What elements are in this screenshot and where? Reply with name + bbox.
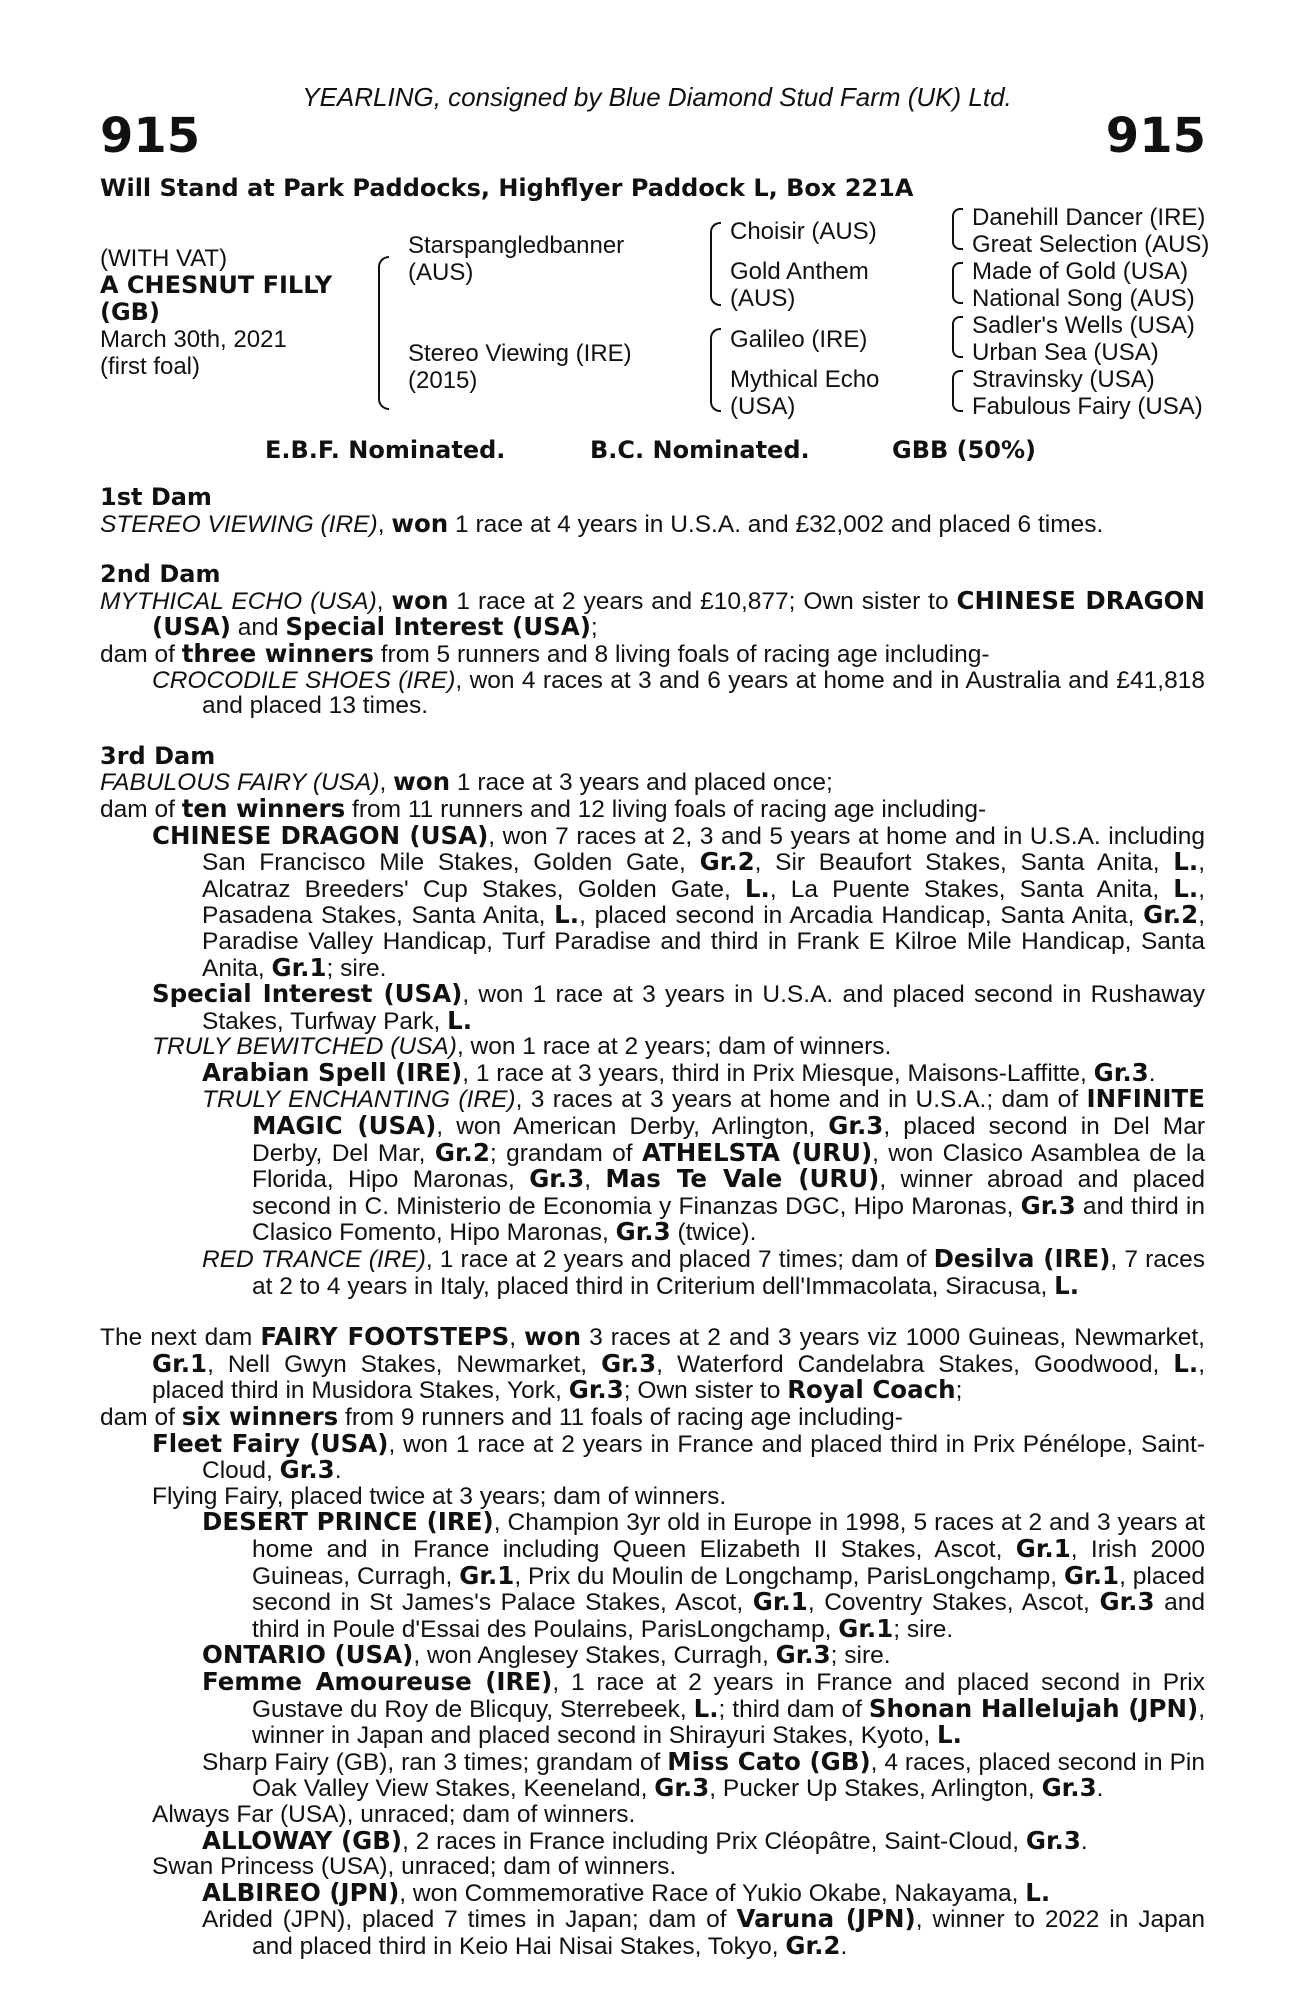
ancestor-dds: Stravinsky (USA) — [972, 366, 1155, 393]
dam-dam — [730, 366, 920, 420]
stable-location: Will Stand at Park Paddocks, Highflyer Paddock L, Box 221A — [100, 174, 914, 202]
dam-dam-country: (USA) — [730, 393, 796, 420]
ancestor-ddd: Fabulous Fairy (USA) — [972, 393, 1203, 420]
subject-block — [100, 245, 380, 380]
produce-desert-prince: DESERT PRINCE (IRE), Champion 3yr old in Europe in 1998, 5 races at 2 and 3 years at home and in France including Queen Elizabeth II Stakes, Ascot, Gr.1, Irish 2000 Guineas, Curragh, Gr.1, Prix du Moulin de Longchamp, ParisLongchamp, Gr.1, placed second in St James's Palace Stakes, Ascot, Gr.1, Coventry Stakes, Ascot, Gr.3 and third in Poule d'Essai des Poulains, ParisLongchamp, Gr.1; sire. — [202, 1507, 1206, 1643]
brace-sire — [710, 222, 721, 306]
brace-ss — [952, 208, 963, 250]
produce-albireo: ALBIREO (JPN), won Commemorative Race of Yukio Okabe, Nakayama, L. — [202, 1877, 1051, 1907]
next-dam-entry: The next dam FAIRY FOOTSTEPS, won 3 races at 2 and 3 years viz 1000 Guineas, Newmarket, Gr.1, Nell Gwyn Stakes, Newmarket, Gr.3, Waterford Candelabra Stakes, Goodwood, L., placed third in Musidora Stakes, York, Gr.3; Own sister to Royal Coach; — [100, 1322, 1205, 1405]
produce-alloway: ALLOWAY (GB), 2 races in France including Prix Cléopâtre, Saint-Cloud, Gr.3. — [202, 1825, 1088, 1855]
ancestor-dsd: Urban Sea (USA) — [972, 339, 1159, 366]
produce-special-interest: Special Interest (USA), won 1 race at 3 years in U.S.A. and placed second in Rushaway Stakes, Turfway Park, L. — [152, 979, 1205, 1035]
produce-ontario: ONTARIO (USA), won Anglesey Stakes, Curragh, Gr.3; sire. — [202, 1640, 891, 1670]
bc-nomination: B.C. Nominated. — [590, 436, 810, 464]
third-dam-produce: dam of ten winners from 11 runners and 12 living foals of racing age including- — [100, 793, 987, 823]
dam-dam-name: Mythical Echo — [730, 366, 880, 393]
subject-name: A CHESNUT FILLY — [100, 271, 333, 299]
produce-truly-enchanting: TRULY ENCHANTING (IRE), 3 races at 3 years at home and in U.S.A.; dam of INFINITE MAGIC (USA), won American Derby, Arlington, Gr.3, placed second in Del Mar Derby, Del Mar, Gr.2; grandam of ATHELSTA (URU), won Clasico Asamblea de la Florida, Hipo Maronas, Gr.3, Mas Te Vale (URU), winner abroad and placed second in C. Ministerio de Economia y Finanzas DGC, Hipo Maronas, Gr.3 and third in Clasico Fomento, Hipo Maronas, Gr.3 (twice). — [202, 1084, 1206, 1247]
dam-sire: Galileo (IRE) — [730, 326, 868, 353]
lot-number-right: 915 — [1105, 108, 1206, 164]
ebf-nomination: E.B.F. Nominated. — [265, 436, 506, 464]
produce-arided: Arided (JPN), placed 7 times in Japan; dam of Varuna (JPN), winner to 2022 in Japan and placed third in Keio Hai Nisai Stakes, Tokyo, Gr.2. — [202, 1904, 1205, 1960]
catalogue-body — [100, 485, 1205, 1959]
second-dam-produce: dam of three winners from 5 runners and 8 living foals of racing age including- — [100, 638, 990, 668]
lot-number-left: 915 — [100, 108, 201, 164]
sire-dam — [730, 258, 920, 312]
ancestor-dss: Sadler's Wells (USA) — [972, 312, 1195, 339]
produce-red-trance: RED TRANCE (IRE), 1 race at 2 years and placed 7 times; dam of Desilva (IRE), 7 races at 2 to 4 years in Italy, placed third in Criterium dell'Immacolata, Siracusa, L. — [202, 1244, 1205, 1300]
produce-swan-princess: Swan Princess (USA), unraced; dam of winners. — [152, 1853, 677, 1881]
foaling-date: March 30th, 2021 — [100, 326, 287, 353]
brace-ds — [952, 316, 963, 358]
second-dam-heading: 2nd Dam — [100, 560, 221, 589]
third-dam-heading: 3rd Dam — [100, 741, 216, 770]
second-dam-entry: MYTHICAL ECHO (USA), won 1 race at 2 years and £10,877; Own sister to CHINESE DRAGON (USA) and Special Interest (USA); — [100, 585, 1206, 642]
produce-chinese-dragon: CHINESE DRAGON (USA), won 7 races at 2, 3 and 5 years at home and in U.S.A. including San Francisco Mile Stakes, Golden Gate, Gr.2, Sir Beaufort Stakes, Santa Anita, L., Alcatraz Breeders' Cup Stakes, Golden Gate, L., La Puente Stakes, Santa Anita, L., Pasadena Stakes, Santa Anita, L., placed second in Arcadia Handicap, Santa Anita, Gr.2, Paradise Valley Handicap, Turf Paradise and third in Frank E Kilroe Mile Handicap, Santa Anita, Gr.1; sire. — [152, 820, 1205, 982]
next-dam-produce: dam of six winners from 9 runners and 11 foals of racing age including- — [100, 1402, 903, 1431]
vat-note: (WITH VAT) — [100, 245, 228, 272]
sire — [408, 232, 668, 286]
produce-arabian-spell: Arabian Spell (IRE), 1 race at 3 years, third in Prix Miesque, Maisons-Laffitte, Gr.3. — [202, 1057, 1156, 1087]
first-dam-entry: STEREO VIEWING (IRE), won 1 race at 4 years in U.S.A. and £32,002 and placed 6 times. — [100, 508, 1104, 538]
third-dam-entry: FABULOUS FAIRY (USA), won 1 race at 3 years and placed once; — [100, 767, 833, 797]
produce-crocodile-shoes: CROCODILE SHOES (IRE), won 4 races at 3 and 6 years at home and in Australia and £41,818 and placed 13 times. — [152, 666, 1205, 720]
dam-name: Stereo Viewing (IRE) — [408, 340, 632, 367]
produce-femme-amoureuse: Femme Amoureuse (IRE), 1 race at 2 years in France and placed second in Prix Gustave du Roy de Blicquy, Sterrebeek, L.; third dam of Shonan Hallelujah (JPN), winner in Japan and placed second in Shirayuri Stakes, Kyoto, L. — [202, 1666, 1206, 1750]
produce-fleet-fairy: Fleet Fairy (USA), won 1 race at 2 years in France and placed third in Prix Pénélope, Saint-Cloud, Gr.3. — [152, 1428, 1205, 1485]
produce-truly-bewitched: TRULY BEWITCHED (USA), won 1 race at 2 years; dam of winners. — [152, 1033, 892, 1061]
brace-sd — [952, 262, 963, 304]
produce-flying-fairy: Flying Fairy, placed twice at 3 years; dam of winners. — [152, 1482, 727, 1510]
produce-always-far: Always Far (USA), unraced; dam of winners. — [152, 1800, 636, 1828]
sire-sire: Choisir (AUS) — [730, 218, 877, 245]
brace-subject — [378, 256, 389, 410]
dam — [408, 340, 668, 394]
brace-dam — [710, 328, 721, 412]
sire-name: Starspangledbanner — [408, 232, 625, 259]
ancestor-sss: Danehill Dancer (IRE) — [972, 204, 1206, 231]
brace-dd — [952, 370, 963, 412]
gbb-status: GBB (50%) — [892, 436, 1037, 464]
subject-origin: (GB) — [100, 298, 160, 326]
ancestor-ssd: Great Selection (AUS) — [972, 231, 1210, 258]
dam-year: (2015) — [408, 367, 478, 394]
sire-country: (AUS) — [408, 259, 474, 286]
foal-note: (first foal) — [100, 353, 201, 380]
ancestor-sds: Made of Gold (USA) — [972, 258, 1189, 285]
produce-sharp-fairy: Sharp Fairy (GB), ran 3 times; grandam of Miss Cato (GB), 4 races, placed second in Pin Oak Valley View Stakes, Keeneland, Gr.3, Pucker Up Stakes, Arlington, Gr.3. — [202, 1746, 1205, 1803]
consignment-line: YEARLING, consigned by Blue Diamond Stud Farm (UK) Ltd. — [302, 82, 1012, 112]
ancestor-sdd: National Song (AUS) — [972, 285, 1195, 312]
sire-dam-country: (AUS) — [730, 285, 796, 312]
first-dam-heading: 1st Dam — [100, 483, 212, 511]
sire-dam-name: Gold Anthem — [730, 258, 869, 285]
